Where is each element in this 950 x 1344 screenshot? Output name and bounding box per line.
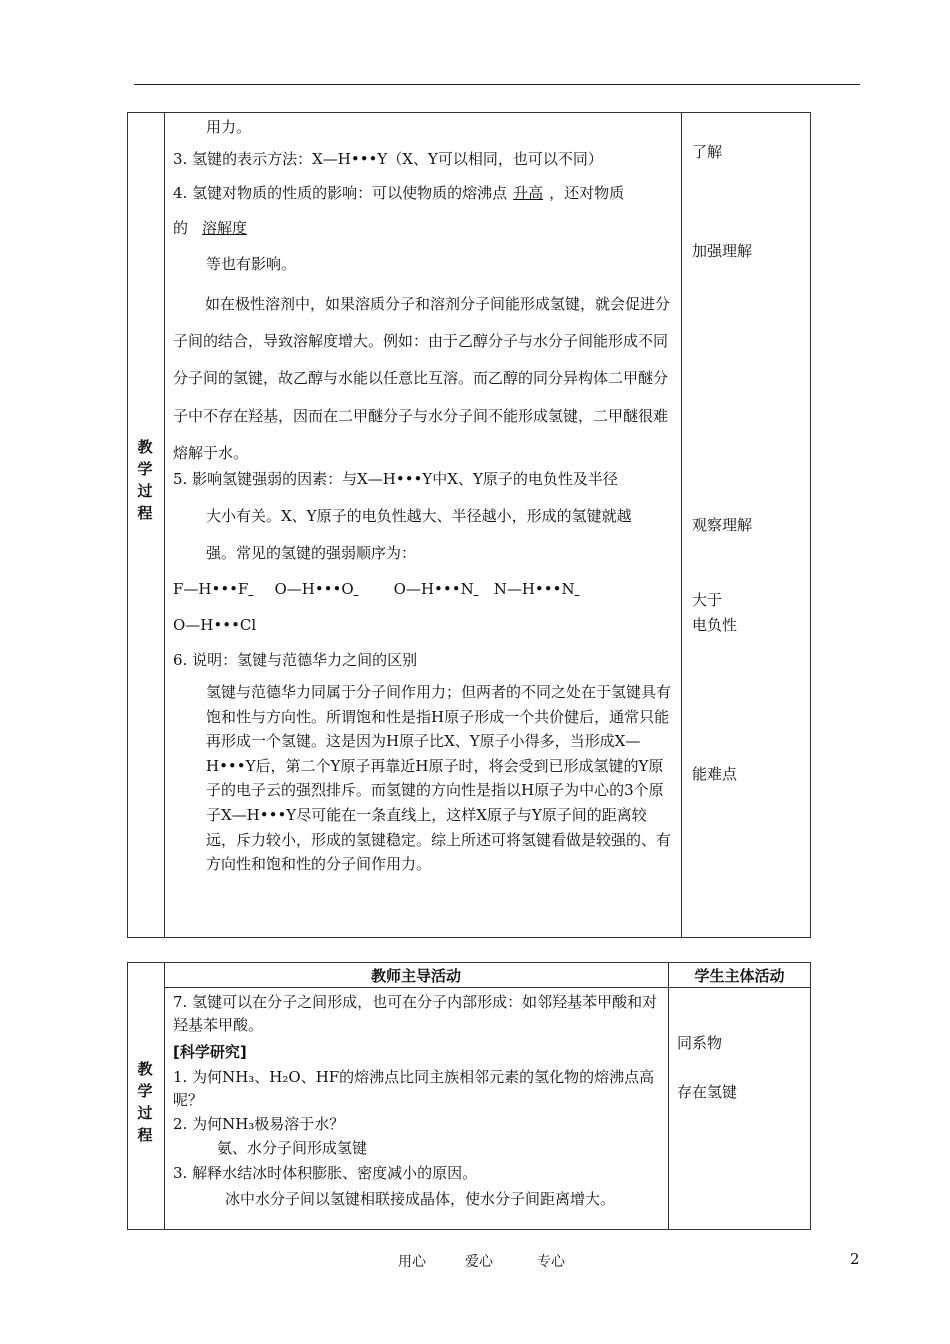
t2-paragraph-intramolecular: 7. 氢键可以在分子之间形成，也可在分子内部形成：如邻羟基苯甲酸和对羟基苯甲酸。 [173,993,658,1034]
table1-divider-left [164,112,165,938]
t1-paragraph-vdw-difference: 氢键与范德华力同属于分子间作用力；但两者的不同之处在于氢键具有饱和性与方向性。所谓饱和性是指H原子形成一个共价健后，通常只能再形成一个氢键。这是因为H原子比X、Y原子小得多，当形成X—H•••Y后，第二个Y原子再靠近H原子时，将会受到已形成氢键的Y原子的电子云的强烈排斥。而氢键的方向性是指以H原子为中心的3个原子X—H•••Y尽可能在一条直线上，这样X原子与Y原子间的距离较远，斥力较小，形成的氢键稳定。综上所述可将氢键看做是较强的、有方向性和饱和性的分子间作用力。 [206,683,672,874]
page-number: 2 [850,1250,860,1268]
t2-note-homolog: 同系物 [677,1034,723,1052]
hbond-strength-sequence-2: O—H•••Cl [173,616,257,634]
t1-line-4: 的 溶解度 [173,219,273,237]
t1-line-5: 等也有影响。 [206,255,297,273]
t2-question-1: 1. 为何NH₃、H₂O、HF的熔沸点比同主族相邻元素的氢化物的熔沸点高呢？ [173,1068,655,1109]
hbond-strength-sequence: F—H•••F O—H•••O O—H•••N N—H•••N [173,580,575,598]
t1-line-7: 大小有关。X、Y原子的电负性越大、半径越小，形成的氢键就越 [206,507,632,525]
table1-side-label: 教 学 过 程 [137,438,153,522]
t1-note-observe: 观察理解 [692,516,753,534]
footer-motto-3: 专心 [537,1254,565,1270]
table2-divider-right [668,962,669,1230]
answer-solubility: 溶解度 [202,219,248,237]
table2-divider-left [164,962,165,1230]
t2-note-hbond-exists: 存在氢键 [677,1083,738,1101]
t1-note-deepen: 加强理解 [692,242,753,260]
t1-note-difficulty: 能难点 [692,765,738,783]
t2-scientific-research: [科学研究] [173,1043,247,1061]
t1-line-9: 6. 说明：氢键与范德华力之间的区别 [173,651,418,669]
table1-divider-right [681,112,682,938]
t1-line-8: 强。常见的氢键的强弱顺序为： [206,544,417,562]
footer-motto-2: 爱心 [465,1254,493,1270]
answer-boiling-point: 升高 [513,184,544,202]
t2-question-3: 3. 解释水结冰时体积膨胀、密度减小的原因。 [173,1164,478,1182]
t1-paragraph-polar-solvent: 如在极性溶剂中，如果溶质分子和溶剂分子间能形成氢键，就会促进分子间的结合，导致溶解度增大。例如：由于乙醇分子与水分子间能形成不同分子间的氢键，故乙醇与水能以任意比互溶。而乙醇的同分异构体二甲醚分子中不存在羟基，因而在二甲醚分子与水分子间不能形成氢键，二甲醚很难熔解于水。 [173,295,671,462]
t2-question-2: 2. 为何NH₃极易溶于水？ [173,1115,345,1133]
t1-line-3: 4. 氢键对物质的性质的影响：可以使物质的熔沸点 升高 ，还对物质 [173,184,625,202]
t1-note-electronegativity: 电负性 [692,616,738,634]
t1-note-greater: 大于 [692,591,723,609]
t1-line-6: 5. 影响氢键强弱的因素：与X—H•••Y中X、Y原子的电负性及半径 [173,470,618,488]
t2-answer-3: 冰中水分子间以氢键相联接成晶体，使水分子间距离增大。 [225,1190,616,1208]
t1-note-understand: 了解 [692,143,723,161]
header-teacher-activity: 教师主导活动 [370,967,461,985]
header-student-activity: 学生主体活动 [694,967,785,985]
t2-answer-2: 氨、水分子间形成氢键 [217,1139,368,1157]
t1-line-2: 3. 氢键的表示方法：X—H•••Y（X、Y可以相同，也可以不同） [173,150,603,168]
header-rule [134,84,860,85]
table2-side-label: 教 学 过 程 [137,1060,153,1144]
footer-motto-1: 用心 [398,1254,426,1270]
t1-line-1: 用力。 [206,118,252,136]
table2-header-rule [164,987,811,988]
